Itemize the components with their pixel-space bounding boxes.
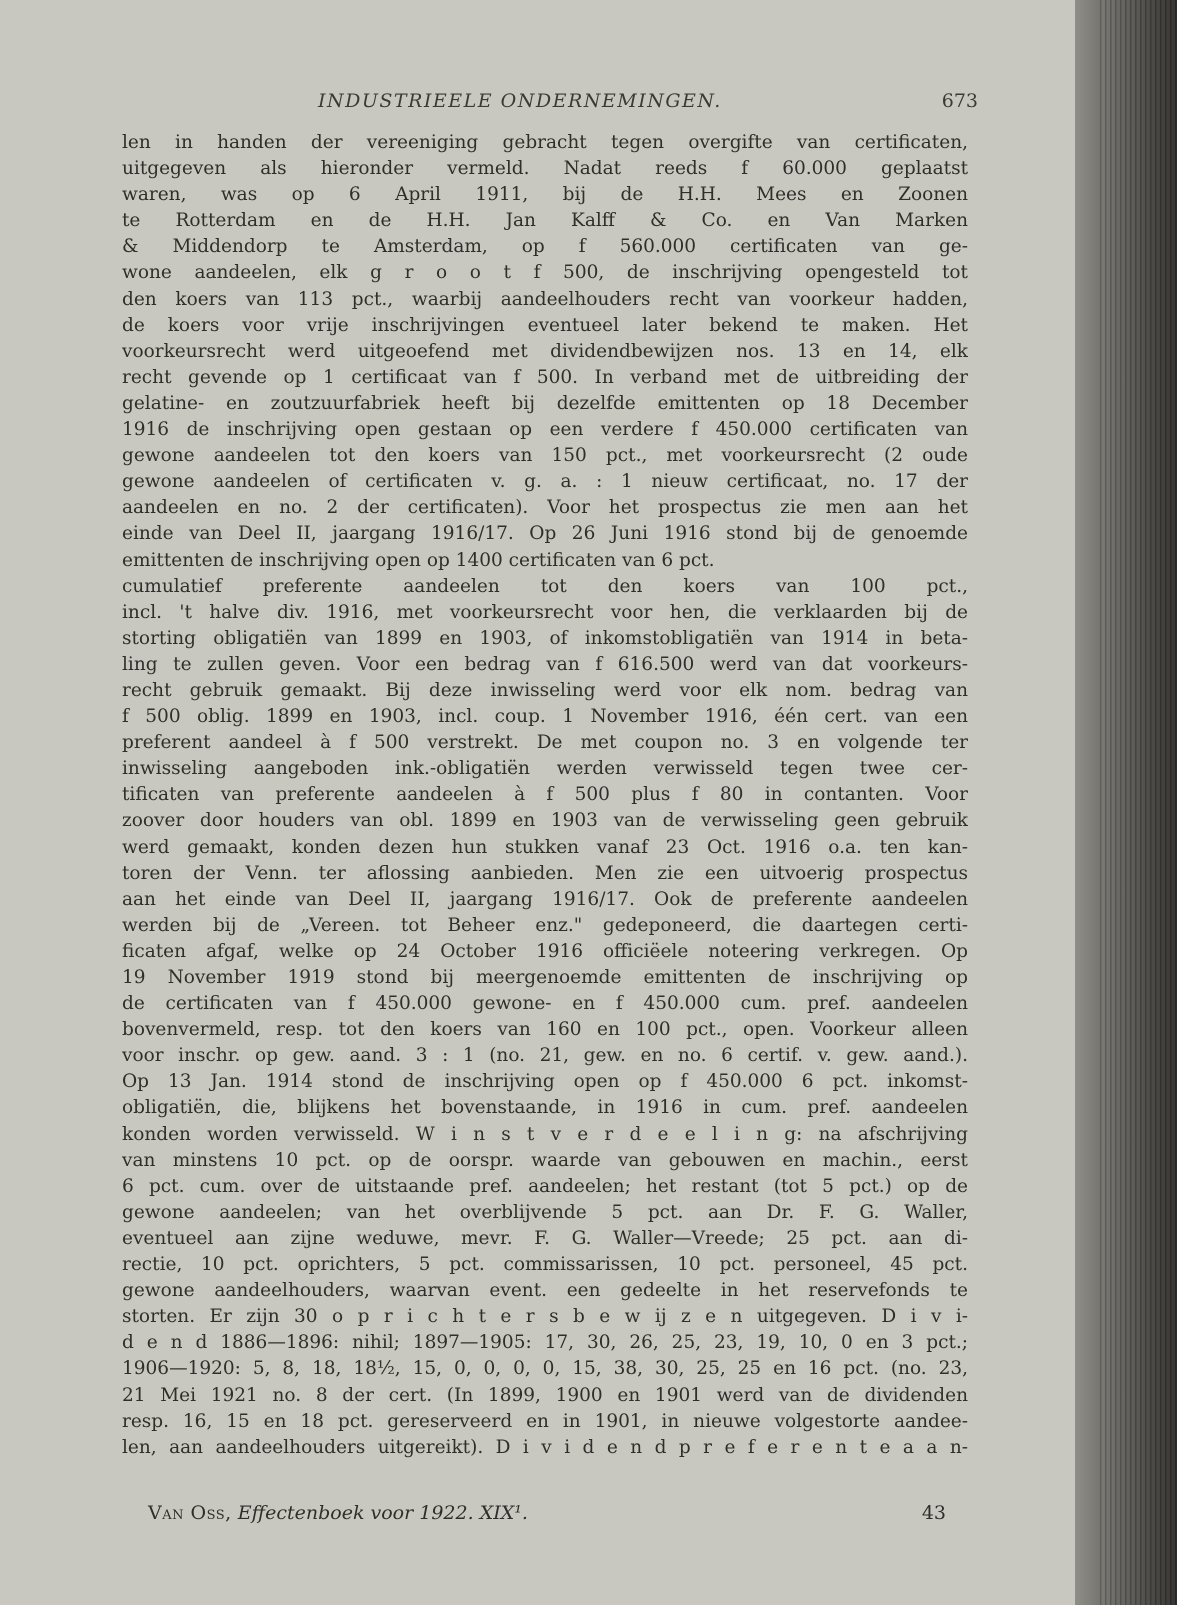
text-line: 6 pct. cum. over de uitstaande pref. aandeelen; het restant (tot 5 pct.) op de	[122, 1175, 968, 1197]
page-number: 673	[941, 90, 978, 112]
text-line: incl. 't halve div. 1916, met voorkeursrecht voor hen, die verklaarden bij de	[122, 601, 968, 623]
text-line: den koers van 113 pct., waarbij aandeelhouders recht van voorkeur hadden,	[122, 288, 968, 310]
text-line: te Rotterdam en de H.H. Jan Kalff & Co. en Van Marken	[122, 210, 968, 232]
text-line: ling te zullen geven. Voor een bedrag van f 616.500 werd van dat voorkeurs-	[122, 653, 968, 675]
text-line: 19 November 1919 stond bij meergenoemde emittenten de inschrijving op	[122, 967, 968, 988]
text-line: waren, was op 6 April 1911, bij de H.H. Mees en Zoonen	[122, 184, 968, 206]
text-line: voorkeursrecht werd uitgeoefend met dividendbewijzen nos. 13 en 14, elk	[122, 340, 968, 362]
text-line: wone aandeelen, elk g r o o t f 500, de inschrijving opengesteld tot	[122, 262, 968, 284]
text-line: tificaten van preferente aandeelen à f 500 plus f 80 in contanten. Voor	[122, 784, 968, 806]
running-title: INDUSTRIEELE ONDERNEMINGEN.	[318, 90, 722, 112]
text-line: konden worden verwisseld. W i n s t v e r d e e l i n g: na afschrijving	[122, 1123, 968, 1145]
text-line: storten. Er zijn 30 o p r i c h t e r s b e w ij z e n uitgegeven. D i v i-	[122, 1306, 968, 1328]
footer-reference	[148, 1502, 528, 1524]
text-line: voor inschr. op gew. aand. 3 : 1 (no. 21, gew. en no. 6 certif. v. gew. aand.).	[122, 1045, 968, 1067]
text-line: gewone aandeelen of certificaten v. g. a. : 1 nieuw certificaat, no. 17 der	[122, 471, 968, 493]
text-line: gelatine- en zoutzuurfabriek heeft bij dezelfde emittenten op 18 December	[122, 392, 968, 414]
text-line: eventueel aan zijne weduwe, mevr. F. G. Waller—Vreede; 25 pct. aan di-	[122, 1227, 968, 1249]
text-line: rectie, 10 pct. oprichters, 5 pct. commissarissen, 10 pct. personeel, 45 pct.	[122, 1254, 968, 1276]
text-line: cumulatief preferente aandeelen tot den koers van 100 pct.,	[122, 575, 968, 597]
text-line: gewone aandeelhouders, waarvan event. een gedeelte in het reservefonds te	[122, 1280, 968, 1302]
text-line: & Middendorp te Amsterdam, op f 560.000 certificaten van ge-	[122, 236, 968, 258]
text-line: recht gebruik gemaakt. Bij deze inwisseling werd voor elk nom. bedrag van	[122, 679, 968, 701]
text-line: aan het einde van Deel II, jaargang 1916/17. Ook de preferente aandeelen	[122, 888, 968, 910]
text-line: f 500 oblig. 1899 en 1903, incl. coup. 1 November 1916, één cert. van een	[122, 706, 968, 728]
text-line: van minstens 10 pct. op de oorspr. waarde van gebouwen en machin., eerst	[122, 1149, 968, 1171]
text-line: zoover door houders van obl. 1899 en 1903 van de verwisseling geen gebruik	[122, 810, 968, 832]
text-line: werd gemaakt, konden dezen hun stukken vanaf 23 Oct. 1916 o.a. ten kan-	[122, 836, 968, 858]
text-line: recht gevende op 1 certificaat van f 500. In verband met de uitbreiding der	[122, 366, 968, 388]
running-header	[318, 90, 978, 114]
text-line: obligatiën, die, blijkens het bovenstaande, in 1916 in cum. pref. aandeelen	[122, 1097, 968, 1119]
text-line: preferent aandeel à f 500 verstrekt. De met coupon no. 3 en volgende ter	[122, 732, 968, 754]
text-line: 1916 de inschrijving open gestaan op een verdere f 450.000 certificaten van	[122, 419, 968, 441]
text-line: resp. 16, 15 en 18 pct. gereserveerd en in 1901, in nieuwe volgestorte aandee-	[122, 1410, 968, 1432]
footer-book-title: Effectenboek voor 1922.	[237, 1502, 474, 1524]
text-line: de certificaten van f 450.000 gewone- en f 450.000 cum. pref. aandeelen	[122, 993, 968, 1015]
text-line: toren der Venn. ter aflossing aanbieden. Men zie een uitvoerig prospectus	[122, 862, 968, 884]
page-edges	[1100, 0, 1177, 1605]
page-footer	[148, 1502, 946, 1528]
footer-sheet-number: 43	[921, 1502, 946, 1524]
text-line: 21 Mei 1921 no. 8 der cert. (In 1899, 1900 en 1901 werd van de dividenden	[122, 1384, 968, 1406]
text-line: einde van Deel II, jaargang 1916/17. Op 26 Juni 1916 stond bij de genoemde	[122, 523, 968, 545]
text-line: d e n d 1886—1896: nihil; 1897—1905: 17, 30, 26, 25, 23, 19, 10, 0 en 3 pct.;	[122, 1332, 968, 1354]
text-line: gewone aandeelen; van het overblijvende 5 pct. aan Dr. F. G. Waller,	[122, 1201, 968, 1223]
text-line: uitgegeven als hieronder vermeld. Nadat reeds f 60.000 geplaatst	[122, 158, 968, 180]
footer-author: Van Oss,	[148, 1502, 232, 1524]
footer-signature: XIX¹.	[479, 1502, 528, 1524]
text-line: de koers voor vrije inschrijvingen eventueel later bekend te maken. Het	[122, 314, 968, 336]
text-line: len, aan aandeelhouders uitgereikt). D i v i d e n d p r e f e r e n t e a a n-	[122, 1436, 968, 1458]
text-line: bovenvermeld, resp. tot den koers van 160 en 100 pct., open. Voorkeur alleen	[122, 1019, 968, 1041]
text-line: aandeelen en no. 2 der certificaten). Voor het prospectus zie men aan het	[122, 497, 968, 519]
text-line: Op 13 Jan. 1914 stond de inschrijving open op f 450.000 6 pct. inkomst-	[122, 1071, 968, 1093]
text-line: 1906—1920: 5, 8, 18, 18½, 15, 0, 0, 0, 0, 15, 38, 30, 25, 25 en 16 pct. (no. 23,	[122, 1358, 968, 1380]
text-line: gewone aandeelen tot den koers van 150 pct., met voorkeursrecht (2 oude	[122, 445, 968, 467]
body-text	[122, 130, 968, 1461]
text-line: emittenten de inschrijving open op 1400 certificaten van 6 pct.	[122, 549, 715, 571]
text-line: werden bij de „Vereen. tot Beheer enz." gedeponeerd, die daartegen certi-	[122, 914, 968, 936]
text-line: len in handen der vereeniging gebracht tegen overgifte van certificaten,	[122, 132, 968, 153]
text-line: ficaten afgaf, welke op 24 October 1916 officiëele noteering verkregen. Op	[122, 940, 968, 962]
text-line: storting obligatiën van 1899 en 1903, of inkomstobligatiën van 1914 in beta-	[122, 627, 968, 649]
text-line: inwisseling aangeboden ink.-obligatiën werden verwisseld tegen twee cer-	[122, 758, 968, 780]
